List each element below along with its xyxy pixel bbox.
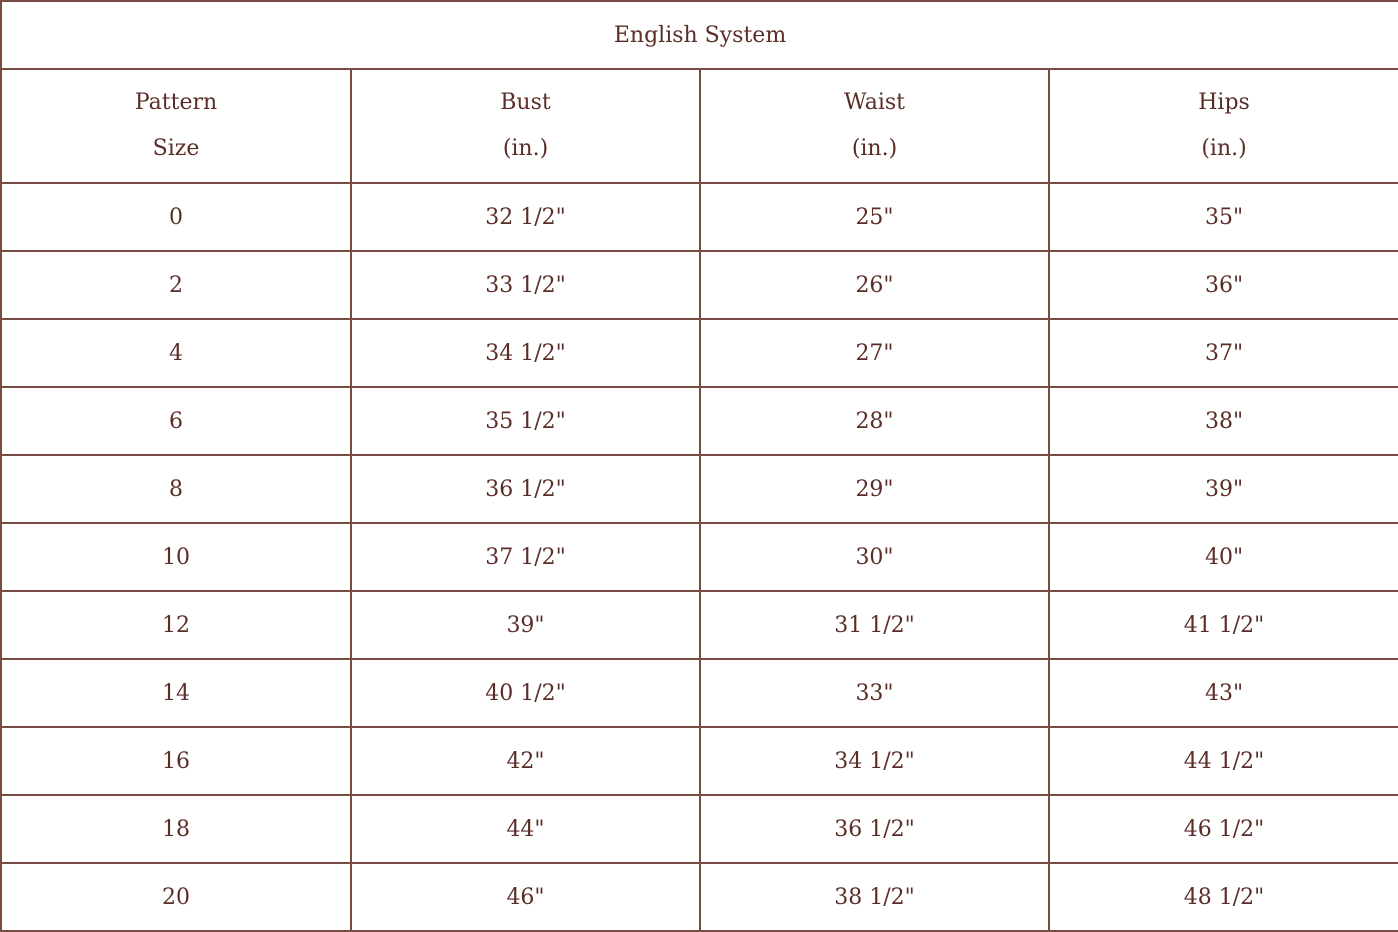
size-cell: 14 bbox=[1, 659, 351, 727]
table-row bbox=[1, 795, 1398, 863]
waist-cell: 33" bbox=[700, 659, 1049, 727]
bust-cell: 36 1/2" bbox=[351, 455, 700, 523]
size-cell: 18 bbox=[1, 795, 351, 863]
hips-cell: 39" bbox=[1049, 455, 1398, 523]
table-row bbox=[1, 183, 1398, 251]
table-row bbox=[1, 591, 1398, 659]
size-cell: 6 bbox=[1, 387, 351, 455]
header-line: Pattern bbox=[134, 90, 218, 115]
size-cell: 4 bbox=[1, 319, 351, 387]
table-row bbox=[1, 659, 1398, 727]
waist-cell: 29" bbox=[700, 455, 1049, 523]
waist-cell: 27" bbox=[700, 319, 1049, 387]
size-cell: 10 bbox=[1, 523, 351, 591]
hips-cell: 46 1/2" bbox=[1049, 795, 1398, 863]
table-row bbox=[1, 727, 1398, 795]
bust-cell: 46" bbox=[351, 863, 700, 931]
header-line: (in.) bbox=[851, 136, 898, 161]
hips-cell: 48 1/2" bbox=[1049, 863, 1398, 931]
hips-cell: 43" bbox=[1049, 659, 1398, 727]
hips-cell: 36" bbox=[1049, 251, 1398, 319]
table-row bbox=[1, 251, 1398, 319]
waist-cell: 34 1/2" bbox=[700, 727, 1049, 795]
waist-cell: 30" bbox=[700, 523, 1049, 591]
hips-cell: 38" bbox=[1049, 387, 1398, 455]
size-cell: 2 bbox=[1, 251, 351, 319]
size-cell: 16 bbox=[1, 727, 351, 795]
bust-cell: 34 1/2" bbox=[351, 319, 700, 387]
hips-cell: 44 1/2" bbox=[1049, 727, 1398, 795]
header-line: (in.) bbox=[1201, 136, 1247, 161]
bust-cell: 39" bbox=[351, 591, 700, 659]
header-waist bbox=[700, 69, 1049, 183]
bust-cell: 33 1/2" bbox=[351, 251, 700, 319]
table-row bbox=[1, 863, 1398, 931]
waist-cell: 31 1/2" bbox=[700, 591, 1049, 659]
table-row bbox=[1, 387, 1398, 455]
header-hips bbox=[1049, 69, 1398, 183]
header-line: Bust bbox=[500, 90, 551, 115]
waist-cell: 38 1/2" bbox=[700, 863, 1049, 931]
header-row bbox=[1, 69, 1398, 183]
size-cell: 0 bbox=[1, 183, 351, 251]
hips-cell: 35" bbox=[1049, 183, 1398, 251]
waist-cell: 28" bbox=[700, 387, 1049, 455]
bust-cell: 44" bbox=[351, 795, 700, 863]
bust-cell: 35 1/2" bbox=[351, 387, 700, 455]
bust-cell: 32 1/2" bbox=[351, 183, 700, 251]
hips-cell: 41 1/2" bbox=[1049, 591, 1398, 659]
bust-cell: 37 1/2" bbox=[351, 523, 700, 591]
table-row bbox=[1, 319, 1398, 387]
header-line: Hips bbox=[1198, 90, 1250, 115]
bust-cell: 42" bbox=[351, 727, 700, 795]
table-title: English System bbox=[1, 1, 1398, 69]
header-pattern-size bbox=[1, 69, 351, 183]
size-cell: 8 bbox=[1, 455, 351, 523]
size-cell: 12 bbox=[1, 591, 351, 659]
waist-cell: 25" bbox=[700, 183, 1049, 251]
header-line: Size bbox=[152, 136, 200, 161]
hips-cell: 40" bbox=[1049, 523, 1398, 591]
title-row bbox=[1, 1, 1398, 69]
waist-cell: 36 1/2" bbox=[700, 795, 1049, 863]
header-line: (in.) bbox=[502, 136, 549, 161]
table-row bbox=[1, 523, 1398, 591]
header-bust bbox=[351, 69, 700, 183]
size-cell: 20 bbox=[1, 863, 351, 931]
header-line: Waist bbox=[844, 90, 905, 115]
table-row bbox=[1, 455, 1398, 523]
hips-cell: 37" bbox=[1049, 319, 1398, 387]
waist-cell: 26" bbox=[700, 251, 1049, 319]
bust-cell: 40 1/2" bbox=[351, 659, 700, 727]
